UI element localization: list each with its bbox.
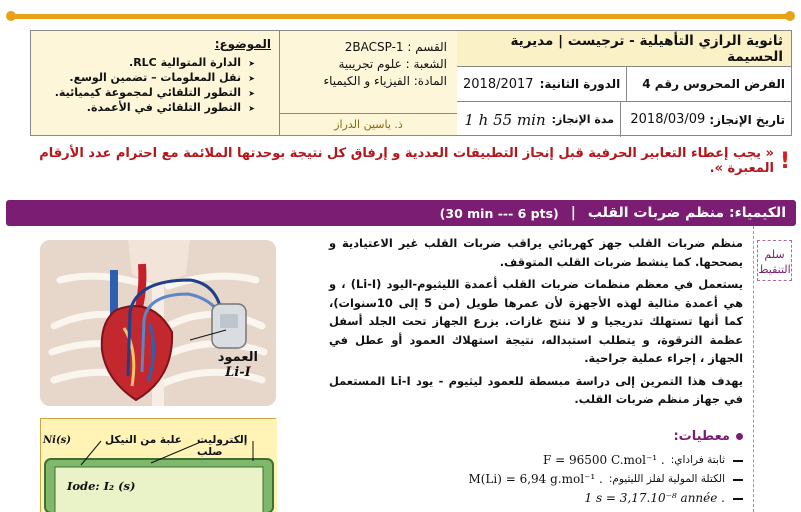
subject-value: الفيزياء و الكيمياء xyxy=(323,74,410,88)
topics-list xyxy=(39,55,271,115)
date-cell xyxy=(621,102,791,137)
branch-label: الشعبة : xyxy=(405,57,447,71)
neck-shape xyxy=(128,240,190,282)
topic-item: ➤ الدارة المتوالية RLC. xyxy=(39,55,241,70)
title-separator: | xyxy=(570,205,576,221)
data-item xyxy=(329,470,743,489)
data-value: F = 96500 C.mol⁻¹ . xyxy=(542,453,665,467)
data-value: M(Li) = 6,94 g.mol⁻¹ . xyxy=(468,472,603,486)
data-title: معطيات: xyxy=(673,429,730,444)
subject-line xyxy=(290,73,447,90)
grading-scale-label: سلم التنقيط xyxy=(758,248,791,276)
duration-label: مدة الإنجاز: xyxy=(551,113,614,126)
header-topics-block xyxy=(31,31,279,135)
session-label: الدورة الثانية: xyxy=(539,77,621,91)
dash-icon xyxy=(733,479,743,481)
paragraph: يهدف هذا التمرين إلى دراسة مبسطة للعمود ليثيوم - يود Li-I المستعمل في جهاز منظم ضربات القلب. xyxy=(329,373,743,406)
battery-svg xyxy=(41,419,277,512)
illustration-panel xyxy=(12,234,276,512)
date-label: تاريخ الإنجاز: xyxy=(709,112,785,127)
data-item xyxy=(329,489,743,508)
exclamation-icon: ! xyxy=(779,148,790,174)
bullet-icon xyxy=(736,433,743,440)
duration-value: 1 h 55 min xyxy=(464,110,546,129)
exam-header xyxy=(30,30,792,136)
school-name: ثانوية الرازي التأهيلية - ترجيست | مديرية الحسيمة xyxy=(457,31,791,67)
session-cell xyxy=(457,67,627,101)
branch-value: علوم تجريبية xyxy=(338,57,402,71)
header-class-block xyxy=(279,31,457,135)
exercise-text xyxy=(329,234,743,413)
chemistry-title-bar xyxy=(6,200,796,226)
iodine-label: Iode: I₂ (s) xyxy=(67,479,136,493)
chemistry-meta: (30 min --- 6 pts) xyxy=(439,205,559,221)
header-row-exam xyxy=(457,67,791,102)
data-value: 1 s = 3,17.10⁻⁸ année . xyxy=(584,491,725,505)
teacher-name: ذ. ياسين الدراز xyxy=(280,113,457,135)
date-value: 2018/03/09 xyxy=(630,112,706,127)
grading-scale-frame xyxy=(757,240,792,281)
strip-right-dot xyxy=(785,11,795,21)
nickel-label: Ni(s) xyxy=(43,435,72,446)
dash-icon xyxy=(733,460,743,462)
nickel-case-label: علبة من النيكل xyxy=(105,434,182,446)
top-decorative-strip xyxy=(0,0,801,26)
header-school-block xyxy=(457,31,791,135)
warning-text: « يجب إعطاء التعابير الحرفية قبل إنجاز التطبيقات العددية و إرفاق كل نتيجة بوحدتها الملائمة مع احترام عدد الأرقام المعبرة ». xyxy=(39,146,774,176)
dash-icon xyxy=(733,498,743,500)
data-label: الكتلة المولية لفلز الليثيوم: xyxy=(608,473,725,485)
header-row-date xyxy=(457,102,791,137)
topics-title: الموضوع: xyxy=(214,37,271,51)
class-label: القسم : xyxy=(407,40,447,54)
pacemaker-label xyxy=(218,350,258,380)
chemistry-title: الكيمياء: منظم ضربات القلب xyxy=(587,205,786,221)
chest-svg xyxy=(40,240,276,406)
branch-line xyxy=(290,56,447,73)
strip-bar xyxy=(12,14,789,19)
duration-cell xyxy=(457,102,621,137)
paragraph: منظم ضربات القلب جهز كهربائي يراقب ضربات القلب غير الاعتيادية و يصححها. كما ينشط ضربات القلب المتوقف. xyxy=(329,236,743,269)
data-label: ثابتة فراداي: xyxy=(670,454,725,466)
class-value: 2BACSP-1 xyxy=(344,40,404,54)
topic-item: ➤ التطور التلقائي لمجموعة كيميائية. xyxy=(39,85,241,100)
subject-label: المادة: xyxy=(413,74,447,88)
topic-item: ➤ نقل المعلومات – تضمين الوسع. xyxy=(39,70,241,85)
data-list xyxy=(329,451,743,508)
pacemaker-label-line2: Li-I xyxy=(225,365,251,380)
data-item xyxy=(329,451,743,470)
device-battery-window xyxy=(220,314,238,328)
class-line xyxy=(290,39,447,56)
warning-banner xyxy=(20,148,790,174)
pacemaker-illustration xyxy=(40,240,276,406)
exam-label: الفرض المحروس رقم 4 xyxy=(642,77,785,91)
topic-item: ➤ التطور التلقائي في الأعمدة. xyxy=(39,100,241,115)
pacemaker-label-line1: العمود xyxy=(217,350,258,365)
session-value: 2018/2017 xyxy=(463,76,534,92)
paragraph: يستعمل في معظم منظمات ضربات القلب أعمدة الليثيوم-اليود (Li-I) ، و هي أعمدة مثالية لهذه الأجهزة لأن عمرها طويل (من 5 إلى 10سنوات)، كما أنها تستهلك تدريجيا و لا تنتج غازات. يزرع الجهاز تحت الجلد أسفل عظمة الترقوة، و يتطلب استبداله، نتيجة استهلاك العمود أو عطل في الجهاز ، إجراء عملية جراحية. xyxy=(329,277,744,365)
battery-diagram xyxy=(40,418,276,512)
grading-scale-column xyxy=(753,226,795,512)
data-heading xyxy=(673,429,743,444)
electrolyte-label: إلكتروليت صلب xyxy=(197,434,248,458)
